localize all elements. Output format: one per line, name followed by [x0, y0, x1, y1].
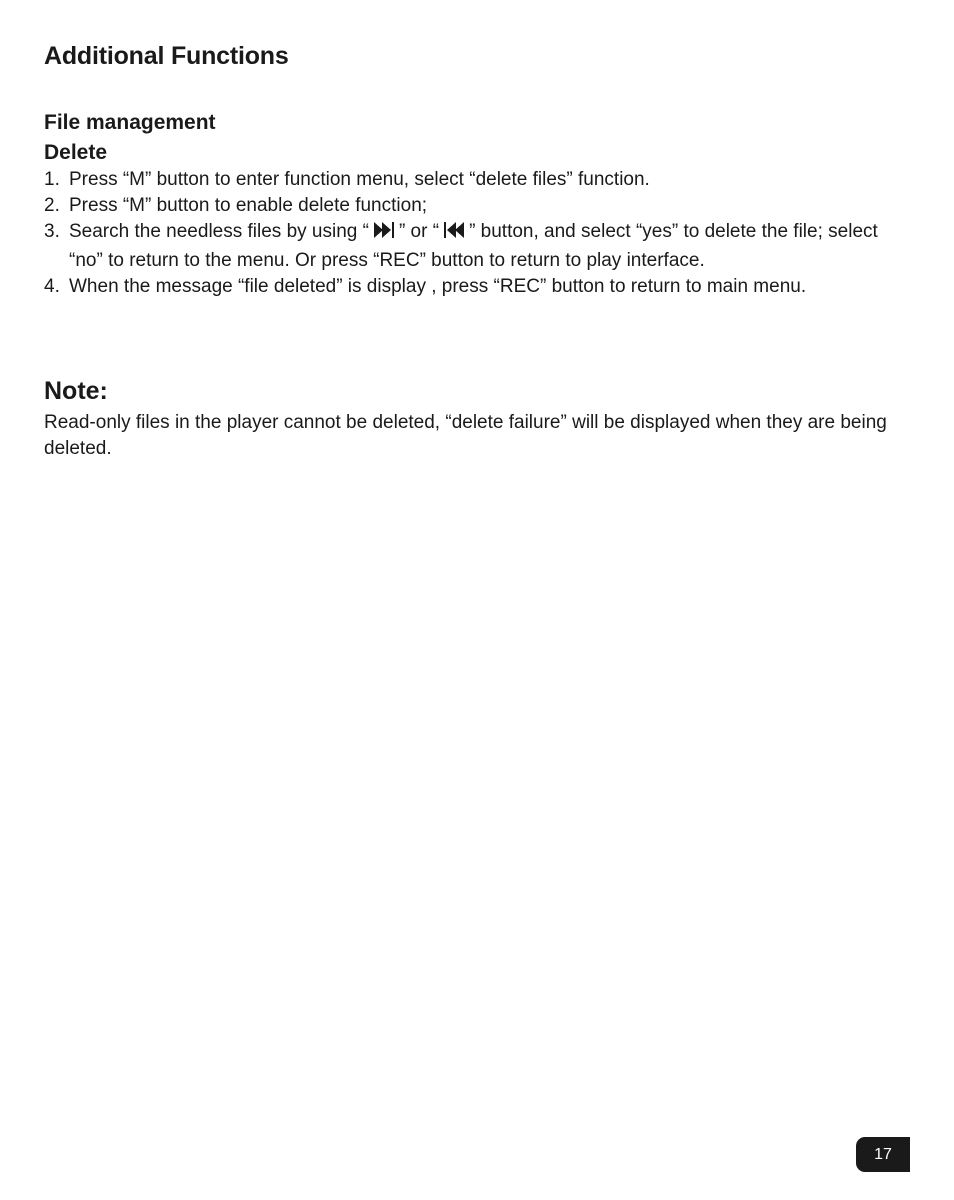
note-heading: Note: — [44, 377, 108, 405]
step-text-part: ” button, and select “yes” to delete the file; select “no” to return to the menu. Or press “REC” button to return to play interface. — [69, 221, 878, 271]
page-number-badge: 17 — [856, 1137, 910, 1172]
step-text-part: ” or “ — [398, 221, 440, 242]
step-text: Press “M” button to enable delete function; — [69, 195, 428, 216]
step-text: Press “M” button to enter function menu, select “delete files” function. — [69, 169, 650, 190]
step-text-part: Search the needless files by using “ — [69, 221, 369, 242]
skip-forward-icon — [372, 220, 396, 248]
page-title: Additional Functions — [44, 42, 289, 70]
step-number: 1. — [44, 169, 60, 190]
step-number: 3. — [44, 221, 60, 242]
list-item — [44, 219, 914, 274]
section-heading: File management — [44, 111, 216, 134]
note-text: Read-only files in the player cannot be deleted, “delete failure” will be displayed when they are being deleted. — [44, 412, 887, 459]
step-text — [69, 219, 914, 274]
sub-heading: Delete — [44, 141, 108, 164]
list-item — [44, 167, 914, 193]
delete-steps-list — [44, 167, 914, 300]
step-number: 4. — [44, 276, 60, 297]
step-number: 2. — [44, 195, 60, 216]
list-item — [44, 193, 914, 219]
list-item — [44, 274, 914, 300]
skip-back-icon — [442, 220, 466, 248]
step-text: When the message “file deleted” is display , press “REC” button to return to main menu. — [69, 276, 807, 297]
